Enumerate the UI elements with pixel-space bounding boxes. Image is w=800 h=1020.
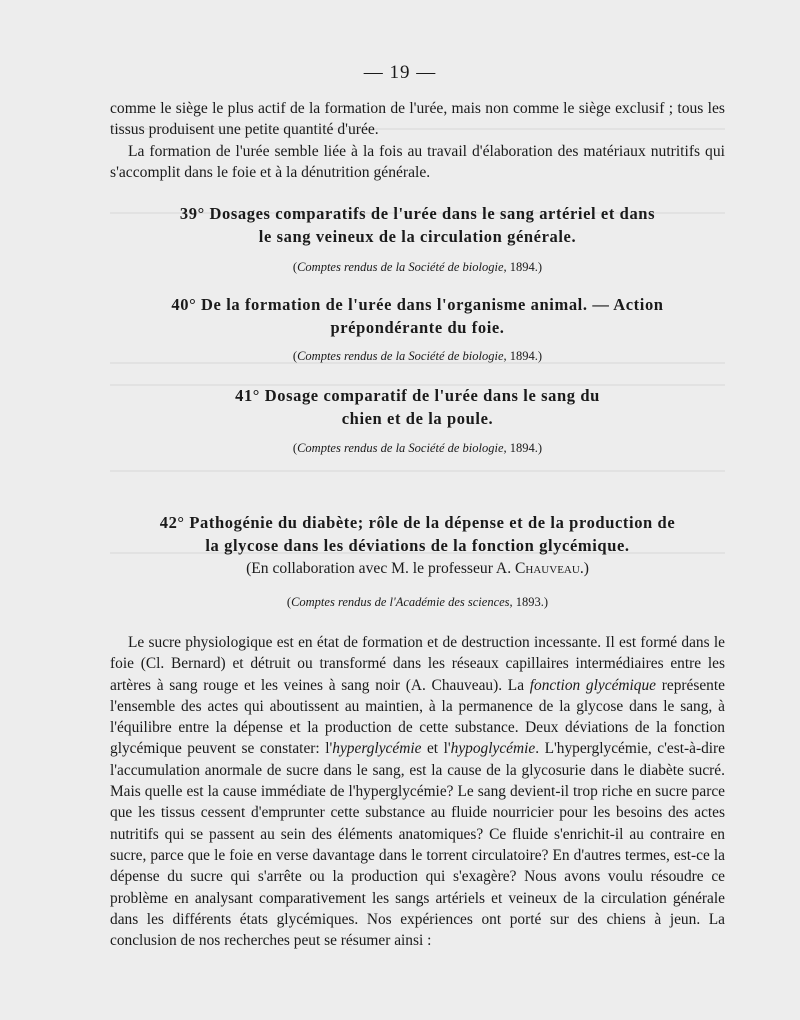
entry-39-heading-line-1: 39° Dosages comparatifs de l'urée dans le sang artériel et dans	[179, 204, 656, 223]
source-journal: Comptes rendus de la Société de biologie,	[297, 349, 507, 363]
entry-42-collaboration: (En collaboration avec M. le professeur A. Chauveau.)	[246, 560, 589, 577]
body-paragraph: Le sucre physiologique est en état de formation et de destruction incessante. Il est formé dans le foie (Cl. Bernard) et détruit ou transformé dans les réseaux capillaires intermédiaires entre les artères à sang rouge et les veines à sang noir (A. Chauveau). La fonction glycémique représente l'ensemble des actes qui aboutissent au maintien, à la permanence de la glycose dans le sang, à l'équilibre entre la dépense et la production de cette substance. Deux déviations de la fonction glycémique peuvent se constater: l'hyperglycémie et l'hypoglycémie. L'hyperglycémie, c'est-à-dire l'accumulation anormale de sucre dans le sang, est la cause de la glycosurie dans le diabète sucré. Mais quelle est la cause immédiate de l'hyperglycémie? Le sang devient-il trop riche en sucre parce que les tissus cessent d'emprunter cette substance au fluide nourricier pour les besoins des actes nutritifs qui se passent au sein des éléments anatomiques? Ce fluide s'enrichit-il au contraire en sucre, parce que le foie en verse davantage dans le torrent circulatoire? En d'autres termes, est-ce la dépense du sucre qui s'arrête ou la production qui s'exagère? Nous avons voulu résoudre ce problème en analysant comparativement les sangs artériels et veineux de la circulation générale dans les différents états glycémiques. Nos expériences ont porté sur des chiens à jeun. La conclusion de nos recherches peut se résumer ainsi :	[110, 634, 726, 950]
entry-39-heading-line-2: le sang veineux de la circulation générale.	[258, 227, 577, 246]
entry-41-heading-line-2: chien et de la poule.	[341, 409, 494, 428]
source-year: 1893.	[515, 595, 544, 609]
entry-41-heading-line-1: 41° Dosage comparatif de l'urée dans le sang du	[235, 386, 600, 405]
entry-42-source: (Comptes rendus de l'Académie des sciences, 1893.)	[286, 595, 549, 609]
entry-42-heading	[110, 511, 725, 557]
source-journal: Comptes rendus de l'Académie des sciences,	[291, 595, 513, 609]
entry-39-heading	[110, 202, 725, 248]
source-journal: Comptes rendus de la Société de biologie,	[297, 260, 507, 274]
entry-42-heading-line-1: 42° Pathogénie du diabète; rôle de la dépense et de la production de	[159, 513, 676, 532]
source-year: 1894.	[509, 349, 538, 363]
entry-40-heading-line-2: prépondérante du foie.	[330, 318, 505, 337]
intro-text	[110, 98, 725, 184]
body-text	[110, 632, 725, 951]
entry-39-source: (Comptes rendus de la Société de biologie, 1894.)	[292, 260, 543, 274]
entry-42-heading-line-2: la glycose dans les déviations de la fonction glycémique.	[205, 536, 630, 555]
entry-40-heading	[110, 293, 725, 339]
entry-41-source: (Comptes rendus de la Société de biologie, 1894.)	[292, 441, 543, 455]
intro-paragraph-1: comme le siège le plus actif de la formation de l'urée, mais non comme le siège exclusif ; tous les tissus produisent une petite quantité d'urée.	[110, 100, 725, 139]
source-year: 1894.	[509, 260, 538, 274]
entry-40-source: (Comptes rendus de la Société de biologie, 1894.)	[292, 349, 543, 363]
source-journal: Comptes rendus de la Société de biologie,	[297, 441, 507, 455]
entry-41-heading	[110, 384, 725, 430]
intro-paragraph-2: La formation de l'urée semble liée à la fois au travail d'élaboration des matériaux nutritifs qui s'accomplit dans le foie et à la dénutrition générale.	[110, 142, 725, 182]
emphasis-hypoglycemie: hypoglycémie	[450, 740, 536, 758]
page-number: — 19 —	[363, 62, 437, 83]
emphasis-hyperglycemie: hyperglycémie	[332, 740, 422, 758]
bleed-through-line	[110, 470, 725, 472]
entry-40-heading-line-1: 40° De la formation de l'urée dans l'organisme animal. — Action	[171, 295, 664, 314]
source-year: 1894.	[509, 441, 538, 455]
emphasis-fonction-glycemique: fonction glycémique	[529, 676, 657, 694]
collaborator-name: Chauveau	[515, 560, 580, 577]
